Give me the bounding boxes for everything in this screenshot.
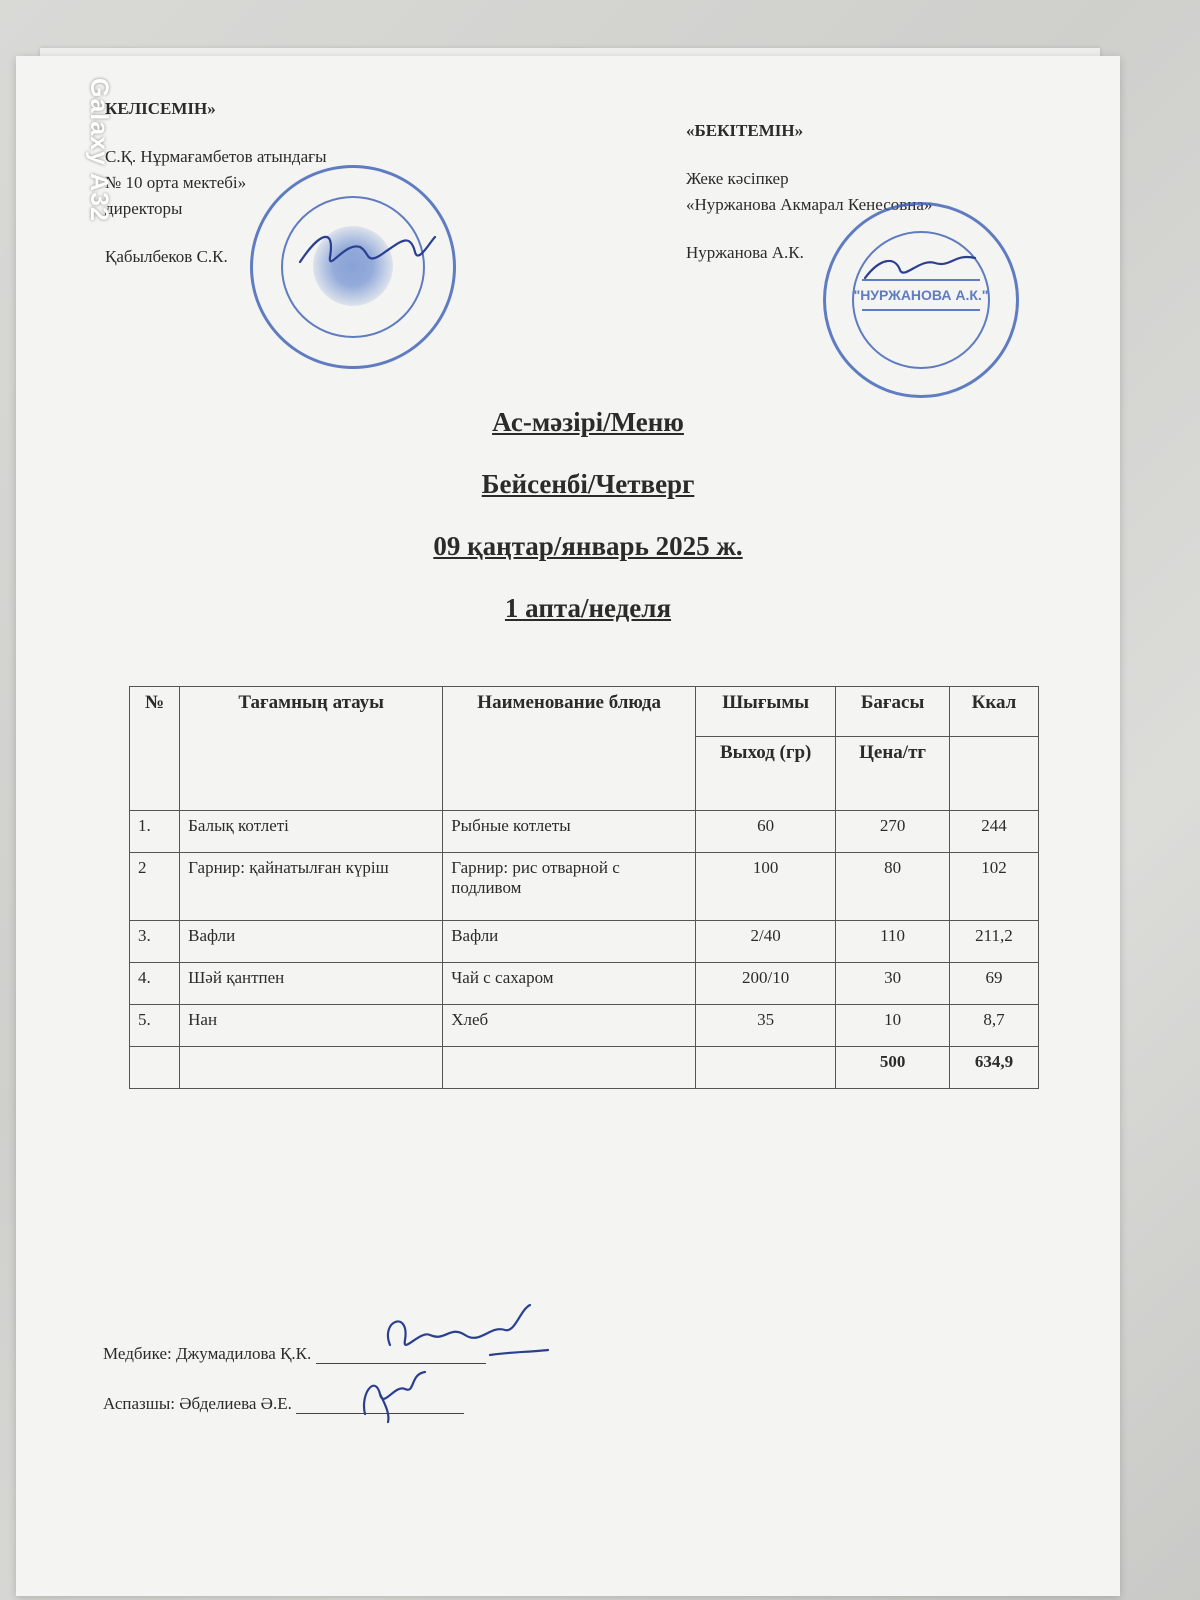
approval-right-heading: «БЕКІТЕМІН» bbox=[686, 121, 804, 140]
title-date: 09 қаңтар/январь 2025 ж. bbox=[433, 531, 743, 561]
approval-left-signer: Қабылбеков С.К. bbox=[105, 247, 228, 266]
approval-left-line1: С.Қ. Нұрмағамбетов атындағы bbox=[105, 147, 327, 166]
cook-signature-icon bbox=[350, 1364, 440, 1424]
cell-price: 270 bbox=[836, 811, 950, 853]
header-yield-kz: Шығымы bbox=[696, 687, 836, 737]
cell-name-kz: Шәй қантпен bbox=[180, 963, 443, 1005]
total-empty-2 bbox=[180, 1047, 443, 1089]
cell-name-ru: Рыбные котлеты bbox=[443, 811, 696, 853]
stamp-name: "НУРЖАНОВА А.К." bbox=[853, 287, 989, 303]
table-row bbox=[130, 963, 1039, 1005]
cell-num: 5. bbox=[130, 1005, 180, 1047]
cell-name-kz: Вафли bbox=[180, 921, 443, 963]
cell-name-ru: Гарнир: рис отварной с подливом bbox=[443, 853, 696, 921]
table-row bbox=[130, 1005, 1039, 1047]
cell-name-ru: Хлеб bbox=[443, 1005, 696, 1047]
nurse-signature-icon bbox=[370, 1300, 550, 1370]
cell-num: 1. bbox=[130, 811, 180, 853]
cell-yield: 2/40 bbox=[696, 921, 836, 963]
device-watermark: Galaxy A32 bbox=[85, 78, 113, 222]
cell-kcal: 244 bbox=[949, 811, 1038, 853]
total-empty-4 bbox=[696, 1047, 836, 1089]
document-titles bbox=[0, 405, 1176, 653]
approval-right-signer: Нуржанова А.К. bbox=[686, 243, 804, 262]
entrepreneur-signature-icon bbox=[860, 248, 980, 288]
cell-num: 3. bbox=[130, 921, 180, 963]
header-price-ru: Цена/тг bbox=[836, 737, 950, 811]
cell-yield: 100 bbox=[696, 853, 836, 921]
cell-name-kz: Нан bbox=[180, 1005, 443, 1047]
header-kcal-empty bbox=[949, 737, 1038, 811]
cell-name-kz: Балық котлеті bbox=[180, 811, 443, 853]
menu-table bbox=[129, 686, 1039, 1089]
cell-name-ru: Вафли bbox=[443, 921, 696, 963]
table-header-row bbox=[130, 687, 1039, 737]
cell-num: 2 bbox=[130, 853, 180, 921]
entrepreneur-stamp-icon bbox=[823, 202, 1019, 398]
total-kcal: 634,9 bbox=[949, 1047, 1038, 1089]
cell-price: 30 bbox=[836, 963, 950, 1005]
approval-left-line2: № 10 орта мектебі» bbox=[105, 173, 247, 192]
header-yield-ru: Выход (гр) bbox=[696, 737, 836, 811]
approval-right-line1: Жеке кәсіпкер bbox=[686, 169, 789, 188]
cell-price: 10 bbox=[836, 1005, 950, 1047]
table-total-row bbox=[130, 1047, 1039, 1089]
director-signature-icon bbox=[290, 222, 440, 282]
title-day: Бейсенбі/Четверг bbox=[481, 469, 695, 499]
cell-yield: 200/10 bbox=[696, 963, 836, 1005]
total-price: 500 bbox=[836, 1047, 950, 1089]
cell-kcal: 8,7 bbox=[949, 1005, 1038, 1047]
total-empty-3 bbox=[443, 1047, 696, 1089]
header-name-ru: Наименование блюда bbox=[443, 687, 696, 811]
total-empty-1 bbox=[130, 1047, 180, 1089]
approval-left-heading: КЕЛІСЕМІН» bbox=[105, 99, 216, 118]
cell-kcal: 102 bbox=[949, 853, 1038, 921]
nurse-label: Медбике: Джумадилова Қ.К. bbox=[103, 1344, 312, 1363]
table-row bbox=[130, 921, 1039, 963]
cell-yield: 60 bbox=[696, 811, 836, 853]
header-price-kz: Бағасы bbox=[836, 687, 950, 737]
cell-num: 4. bbox=[130, 963, 180, 1005]
cell-name-kz: Гарнир: қайнатылған күріш bbox=[180, 853, 443, 921]
header-name-kz: Тағамның атауы bbox=[180, 687, 443, 811]
title-menu: Ас-мәзірі/Меню bbox=[492, 407, 684, 437]
cell-price: 110 bbox=[836, 921, 950, 963]
cell-kcal: 69 bbox=[949, 963, 1038, 1005]
cell-kcal: 211,2 bbox=[949, 921, 1038, 963]
cell-name-ru: Чай с сахаром bbox=[443, 963, 696, 1005]
approval-right-line2: «Нуржанова Акмарал Кенесовна» bbox=[686, 195, 933, 214]
stamp-divider-bottom bbox=[862, 309, 980, 311]
cell-yield: 35 bbox=[696, 1005, 836, 1047]
table-row bbox=[130, 811, 1039, 853]
table-row bbox=[130, 853, 1039, 921]
header-kcal: Ккал bbox=[949, 687, 1038, 737]
approval-left-line3: директоры bbox=[105, 199, 183, 218]
cook-label: Аспазшы: Әбделиева Ә.Е. bbox=[103, 1394, 292, 1413]
header-num: № bbox=[130, 687, 180, 811]
cell-price: 80 bbox=[836, 853, 950, 921]
title-week: 1 апта/неделя bbox=[504, 593, 672, 623]
